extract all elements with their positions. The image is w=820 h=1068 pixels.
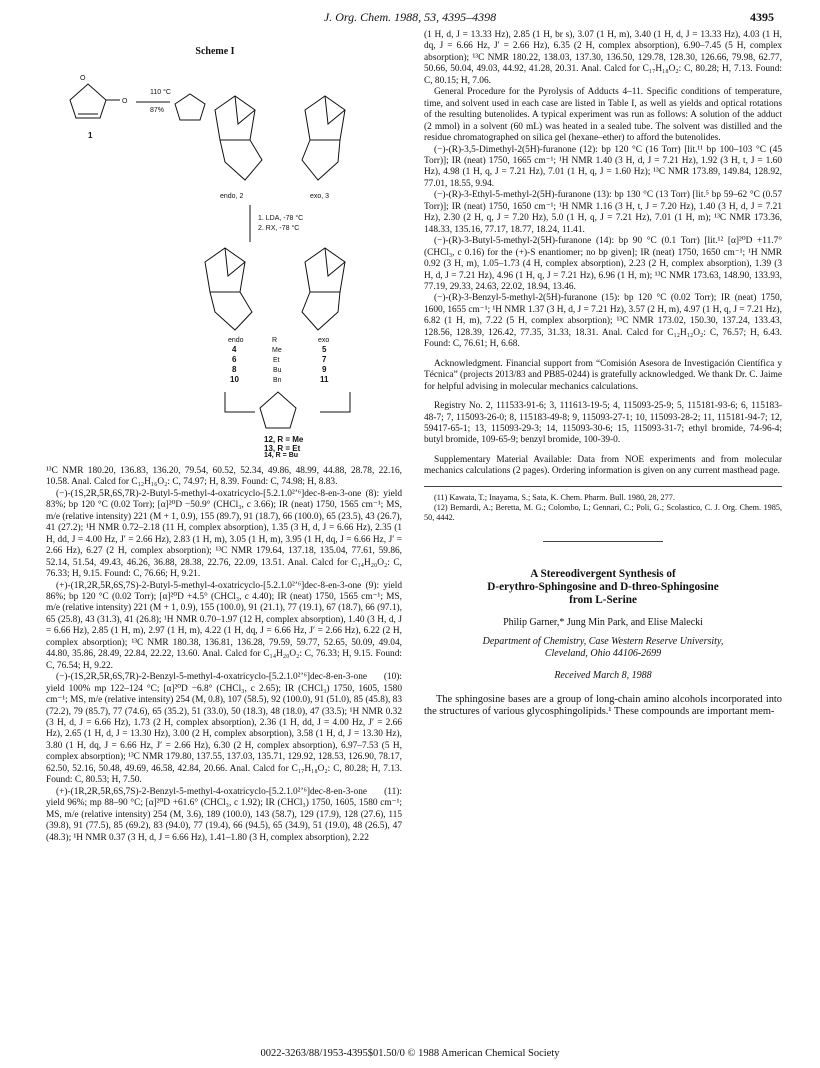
product-label: 13, R = Et xyxy=(264,444,301,453)
product-label: 14, R = Bu xyxy=(264,452,299,459)
compound-14-data: (−)-(R)-3-Butyl-5-methyl-2(5H)-furanone (14): bp 90 °C (0.1 Torr) [lit.¹² [α]²⁰D +11.7° (CHCl₃, c 0.16) for the (+)-S enantiomer; no bp given]; IR (neat) 1750, 1650 cm⁻¹; ¹H NMR 0.92 (3 H, m), 1.05–1.73 (4 H, complex absorption), 2.23 (2 H, complex absorption), 1.39 (3 H, d, J = 7.21 Hz), 4.96 (1 H, q, J = 7.21 Hz), 6.96 (1 H, m); ¹³C NMR 173.63, 148.90, 133.93, 77.19, 29.33, 24.63, 22.02, 18.94, 13.46. xyxy=(424,236,782,292)
cell: 11 xyxy=(320,375,329,384)
cell: 10 xyxy=(230,375,239,384)
cyclopentadiene-structure xyxy=(175,94,205,120)
butenolide-structure xyxy=(70,84,120,118)
scheme-title: Scheme I xyxy=(195,46,235,57)
svg-text:1: 1 xyxy=(88,131,93,140)
cell: 6 xyxy=(232,355,237,364)
label-endo: endo, 2 xyxy=(220,193,244,200)
paragraph: ¹³C NMR 180.20, 136.83, 136.20, 79.54, 60.52, 52.34, 49.86, 48.99, 44.88, 28.78, 22.16, 10.58. Anal. Calcd for C₁₂H₁₆O₂: C, 74.97; H, 8.39. Found: C, 74.98; H, 8.83. xyxy=(46,466,402,488)
compound-11-data: (+)-(1R,2R,5R,6S,7S)-2-Benzyl-5-methyl-4-oxatricyclo-[5.2.1.0²ʼ⁶]dec-8-en-3-one (11): yield 96%; mp 88–90 °C; [α]²⁰D +61.6° (CHCl₃, c 1.92); IR (CHCl₃) 1750, 1605, 1580 cm⁻¹; MS, m/e (relative intensity) 254 (M, 3.6), 189 (100.0), 143 (58.7), 129 (17.9), 128 (27.6), 115 (39.8), 91 (77.5), 85 (69.2), 83 (94.0), 77 (19.4), 66 (94.5), 65 (34.9), 51 (19.0), 48 (26.5), 47 (48.3); ¹H NMR 0.37 (3 H, d, J = 6.66 Hz), 1.41–1.80 (3 H, complex absorption), 2.22 xyxy=(46,786,402,843)
cell: 5 xyxy=(322,345,327,354)
condition-lda: 1. LDA, -78 °C xyxy=(258,215,304,222)
compound-15-data: (−)-(R)-3-Benzyl-5-methyl-2(5H)-furanone (15): bp 120 °C (0.02 Torr); IR (neat) 1750, 1600, 1655 cm⁻¹; ¹H NMR 1.37 (3 H, d, J = 7.21 Hz), 3.57 (2 H, m), 4.97 (1 H, q, J = 7.21 Hz), 6.82 (1 H, m), 7.22 (5 H, complex absorption); ¹³C NMR 173.02, 150.30, 137.24, 133.43, 128.56, 128.39, 126.42, 77.35, 31.33, 18.31. Anal. Calcd for C₁₂H₁₂O₂: C, 76.57; H, 6.43. Found: C, 76.61; H, 6.68. xyxy=(424,293,782,350)
references xyxy=(424,486,782,523)
cell: Bn xyxy=(273,377,282,384)
title-line: A Stereodivergent Synthesis of xyxy=(530,567,676,580)
affiliation xyxy=(424,636,782,660)
affiliation-line: Department of Chemistry, Case Western Reserve University, xyxy=(482,636,724,648)
compound-table xyxy=(228,337,329,384)
col-r: R xyxy=(272,337,278,344)
running-header xyxy=(0,10,820,26)
compound-10-data: (−)-(1S,2R,5R,6S,7R)-2-Benzyl-5-methyl-4-oxatricyclo-[5.2.1.0²ʼ⁶]dec-8-en-3-one (10): yield 100% mp 122–124 °C; [α]²⁰D −6.8° (CHCl₃, c 2.65); IR (CHCl₃) 1750, 1605, 1580 cm⁻¹; MS, m/e (relative intensity) 254 (M, 0.8), 107 (58.5), 92 (100.0), 91 (51.0), 85 (45.8), 83 (72.2), 79 (85.7), 77 (74.6), 65 (35.2), 51 (33.0), 50 (18.3), 48 (18.0), 47 (33.5); ¹H NMR 0.32 (3 H, d, J = 6.66 Hz), 1.73 (2 H, complex absorption), 2.36 (1 H, dd, J = 4.00 Hz, J′ = 2.66 Hz), 2.65 (1 H, d, J = 13.30 Hz), 3.00 (2 H, complex absorption), 3.58 (1 H, d, J = 13.30 Hz), 3.80 (1 H, dq, J = 6.66 Hz, J′ = 2.66 Hz), 6.30 (2 H, complex absorption), 6.97–7.53 (5 H, complex absorption); ¹³C NMR 179.80, 137.55, 137.03, 135.71, 129.92, 128.53, 126.90, 78.17, 62.50, 52.16, 50.48, 49.69, 46.58, 42.84, 20.66. Anal. Calcd for C₁₇H₁₈O₂: C, 80.28; H, 7.13. Found: C, 80.53; H, 7.50. xyxy=(46,672,402,786)
exo-adduct-structure xyxy=(302,96,345,180)
product-labels-extra xyxy=(264,452,298,460)
cell: Et xyxy=(273,357,280,364)
compound-9-data: (+)-(1R,2R,5R,6S,7S)-2-Butyl-5-methyl-4-oxatricyclo-[5.2.1.0²ʼ⁶]dec-8-en-3-one (9): yield 86%; bp 120 °C (0.02 Torr); [α]²⁰D +4.5° (CHCl₃, c 4.40); IR (neat) 1750, 1565 cm⁻¹; MS, m/e (relative intensity) 221 (M + 1, 0.9), 155 (100.0), 91 (21.1), 77 (19.1), 67 (18.7), 66 (97.1), 65 (25.8), 43 (31.3), 41 (26.8); ¹H NMR 0.70–1.97 (12 H, complex absorption), 1.40 (3 H, d, J = 6.66 Hz), 2.85 (1 H, m), 2.97 (1 H, m), 4.22 (1 H, dq, J = 6.66 Hz, J′ = 2.66 Hz), 6.22 (2 H, complex absorption); ¹³C NMR 180.38, 136.81, 136.28, 79.59, 59.77, 52.65, 50.09, 49.04, 44.80, 35.86, 28.49, 22.84, 22.22, 13.60. Anal. Calcd for C₁₄H₂₀O₂: C, 76.33; H, 9.15. Found: C, 76.54; H, 9.22. xyxy=(46,580,402,671)
article-title xyxy=(424,568,782,607)
reference-11: (11) Kawata, T.; Inayama, S.; Sata, K. Chem. Pharm. Bull. 1980, 28, 277. xyxy=(434,492,675,502)
label-exo: exo, 3 xyxy=(310,193,330,200)
cell: 9 xyxy=(322,365,327,374)
cell: 8 xyxy=(232,365,237,374)
cell: 7 xyxy=(322,355,327,364)
intro-paragraph: The sphingosine bases are a group of long-chain amino alcohols incorporated into the structures of various glycosphingolipids.¹ These compounds are important mem- xyxy=(424,693,782,718)
right-column xyxy=(424,30,782,719)
title-line: from L-Serine xyxy=(569,593,637,606)
article-separator xyxy=(543,541,663,542)
supplementary-material: Supplementary Material Available: Data from NOE experiments and from molecular mechanics calculations (2 pages). Ordering information is given on any current masthead page. xyxy=(424,454,782,477)
cell: Me xyxy=(272,347,282,354)
endo-adduct-structure xyxy=(215,96,262,180)
compound-12-data: (−)-(R)-3,5-Dimethyl-2(5H)-furanone (12): bp 120 °C (16 Torr) [lit.¹¹ bp 100–103 °C (45 Torr)]; IR (neat) 1750, 1665 cm⁻¹; ¹H NMR 1.40 (3 H, d, J = 7.21 Hz), 1.92 (3 H, t, J = 1.60 Hz), 4.98 (1 H, q, J = 7.21 Hz), 7.01 (1 H, q, J = 1.60 Hz); ¹³C NMR 173.89, 149.84, 128.92, 77.01, 18.55, 9.94. xyxy=(424,144,782,189)
left-column xyxy=(46,466,402,844)
scheme-figure xyxy=(40,40,380,458)
alkylated-exo-structure xyxy=(302,248,345,330)
alkylated-endo-structure xyxy=(205,248,252,330)
svg-text:O: O xyxy=(122,98,128,105)
reference-12: (12) Bernardi, A.; Beretta, M. G.; Colombo, L; Gennari, C.; Poli, G.; Scolastico, C. J. Org. Chem. 1985, 50, 4442. xyxy=(424,502,782,522)
paragraph: (1 H, d, J = 13.33 Hz), 2.85 (1 H, br s), 3.07 (1 H, m), 3.40 (1 H, d, J = 13.33 Hz), 4.03 (1 H, dq, J = 6.66 Hz, J′ = 2.66 Hz), 6.35 (2 H, complex absorption), 6.90–7.45 (5 H, complex absorption); ¹³C NMR 180.22, 138.03, 137.30, 136.50, 129.78, 128.30, 126.66, 79.98, 62.77, 50.66, 50.04, 49.03, 44.92, 41.28, 20.31. Anal. Calcd for C₁₇H₁₈O₂: C, 80.28; H, 7.13. Found: C, 80.15; H, 7.06. xyxy=(424,30,782,86)
compound-8-data: (−)-(1S,2R,5R,6S,7R)-2-Butyl-5-methyl-4-oxatricyclo-[5.2.1.0²ʼ⁶]dec-8-en-3-one (8): yield 83%; bp 120 °C (0.02 Torr); [α]²⁰D −50.9° (CHCl₃, c 3.66); IR (neat) 1750, 1565 cm⁻¹; MS, m/e (relative intensity) 221 (M + 1, 0.9), 155 (89.7), 91 (18.7), 66 (100.0), 65 (23.5), 43 (26.7), 41 (27.2); ¹H NMR 0.72–2.18 (11 H, complex absorption), 1.35 (3 H, d, J = 6.66 Hz), 2.35 (1 H, dd, J = 4.00 Hz, J′ = 2.66 Hz), 2.83 (1 H, m), 3.05 (1 H, m), 3.95 (1 H, dq, J = 6.66 Hz, J′ = 2.66 Hz), 6.27 (2 H, complex absorption); ¹³C NMR 179.64, 137.18, 135.04, 77.61, 59.86, 52.14, 51.54, 49.43, 46.26, 36.88, 28.38, 22.76, 22.09, 13.51. Anal. Calcd for C₁₄H₂₀O₂: C, 76.33; H, 9.15. Found: C, 76.66; H, 9.21. xyxy=(46,488,402,580)
cell: 4 xyxy=(232,345,237,354)
product-label: 12, R = Me xyxy=(264,435,304,444)
registry-numbers: Registry No. 2, 111533-91-6; 3, 111613-19-5; 4, 115093-25-9; 5, 115181-93-6; 6, 115183-48-7; 7, 115093-26-0; 8, 115183-49-8; 9, 115093-27-1; 10, 115093-28-2; 11, 115181-94-7; 12, 59417-65-1; 13, 115093-29-3; 14, 115093-30-6; 15, 115093-31-7; ethyl bromide, 74-96-4; butyl bromide, 109-65-9; benzyl bromide, 100-39-0. xyxy=(424,401,782,446)
acknowledgment: Acknowledgment. Financial support from “Comisión Asesora de Investigación Científica y Técnica” (projects 2013/83 and PB85-0244) is gratefully acknowledged. We thank Dr. C. Jaime for helpful advising in molecular mechanics calculations. xyxy=(424,358,782,392)
product-butenolide-structure xyxy=(225,392,350,428)
general-procedure: General Procedure for the Pyrolysis of Adducts 4–11. Specific conditions of temperature, time, and solvent used in each case are listed in Table I, as well as yields and optical rotations of the resulting butenolides. A typical experiment was run as follows: A solution of the adduct (2 mmol) in a solvent (60 mL) was heated in a sealed tube. The solvent was distilled and the residue chromatographed on silica gel (hexane–ether) to afford the butenolides. xyxy=(424,87,782,144)
condition-rx: 2. RX, -78 °C xyxy=(258,225,300,232)
col-exo: exo xyxy=(318,337,330,344)
compound-13-data: (−)-(R)-3-Ethyl-5-methyl-2(5H)-furanone (13): bp 130 °C (13 Torr) [lit.⁵ bp 59–62 °C (0.57 Torr)]; IR (neat) 1750, 1650 cm⁻¹; ¹H NMR 1.16 (3 H, t, J = 7.20 Hz), 1.40 (3 H, d, J = 7.21 Hz), 2.30 (2 H, q, J = 7.20 Hz), 5.0 (1 H, q, J = 7.21 Hz), 7.01 (1 H, m); ¹³C NMR 173.36, 148.33, 135.16, 77.17, 18.77, 18.24, 11.41. xyxy=(424,190,782,235)
journal-citation: J. Org. Chem. 1988, 53, 4395–4398 xyxy=(323,10,497,24)
col-endo: endo xyxy=(228,337,244,344)
condition-yield: 87% xyxy=(150,107,165,114)
cell: Bu xyxy=(273,367,282,374)
received-date: Received March 8, 1988 xyxy=(554,670,652,682)
title-line: D-erythro-Sphingosine and D-threo-Sphingosine xyxy=(487,580,719,593)
page-footer: 0022-3263/88/1953-4395$01.50/0 © 1988 American Chemical Society xyxy=(260,1048,560,1059)
page-number: 4395 xyxy=(750,10,774,24)
svg-text:O: O xyxy=(80,75,86,82)
condition-temp: 110 °C xyxy=(150,89,171,96)
affiliation-line: Cleveland, Ohio 44106-2699 xyxy=(544,648,662,660)
authors: Philip Garner,* Jung Min Park, and Elise Malecki xyxy=(503,616,703,628)
